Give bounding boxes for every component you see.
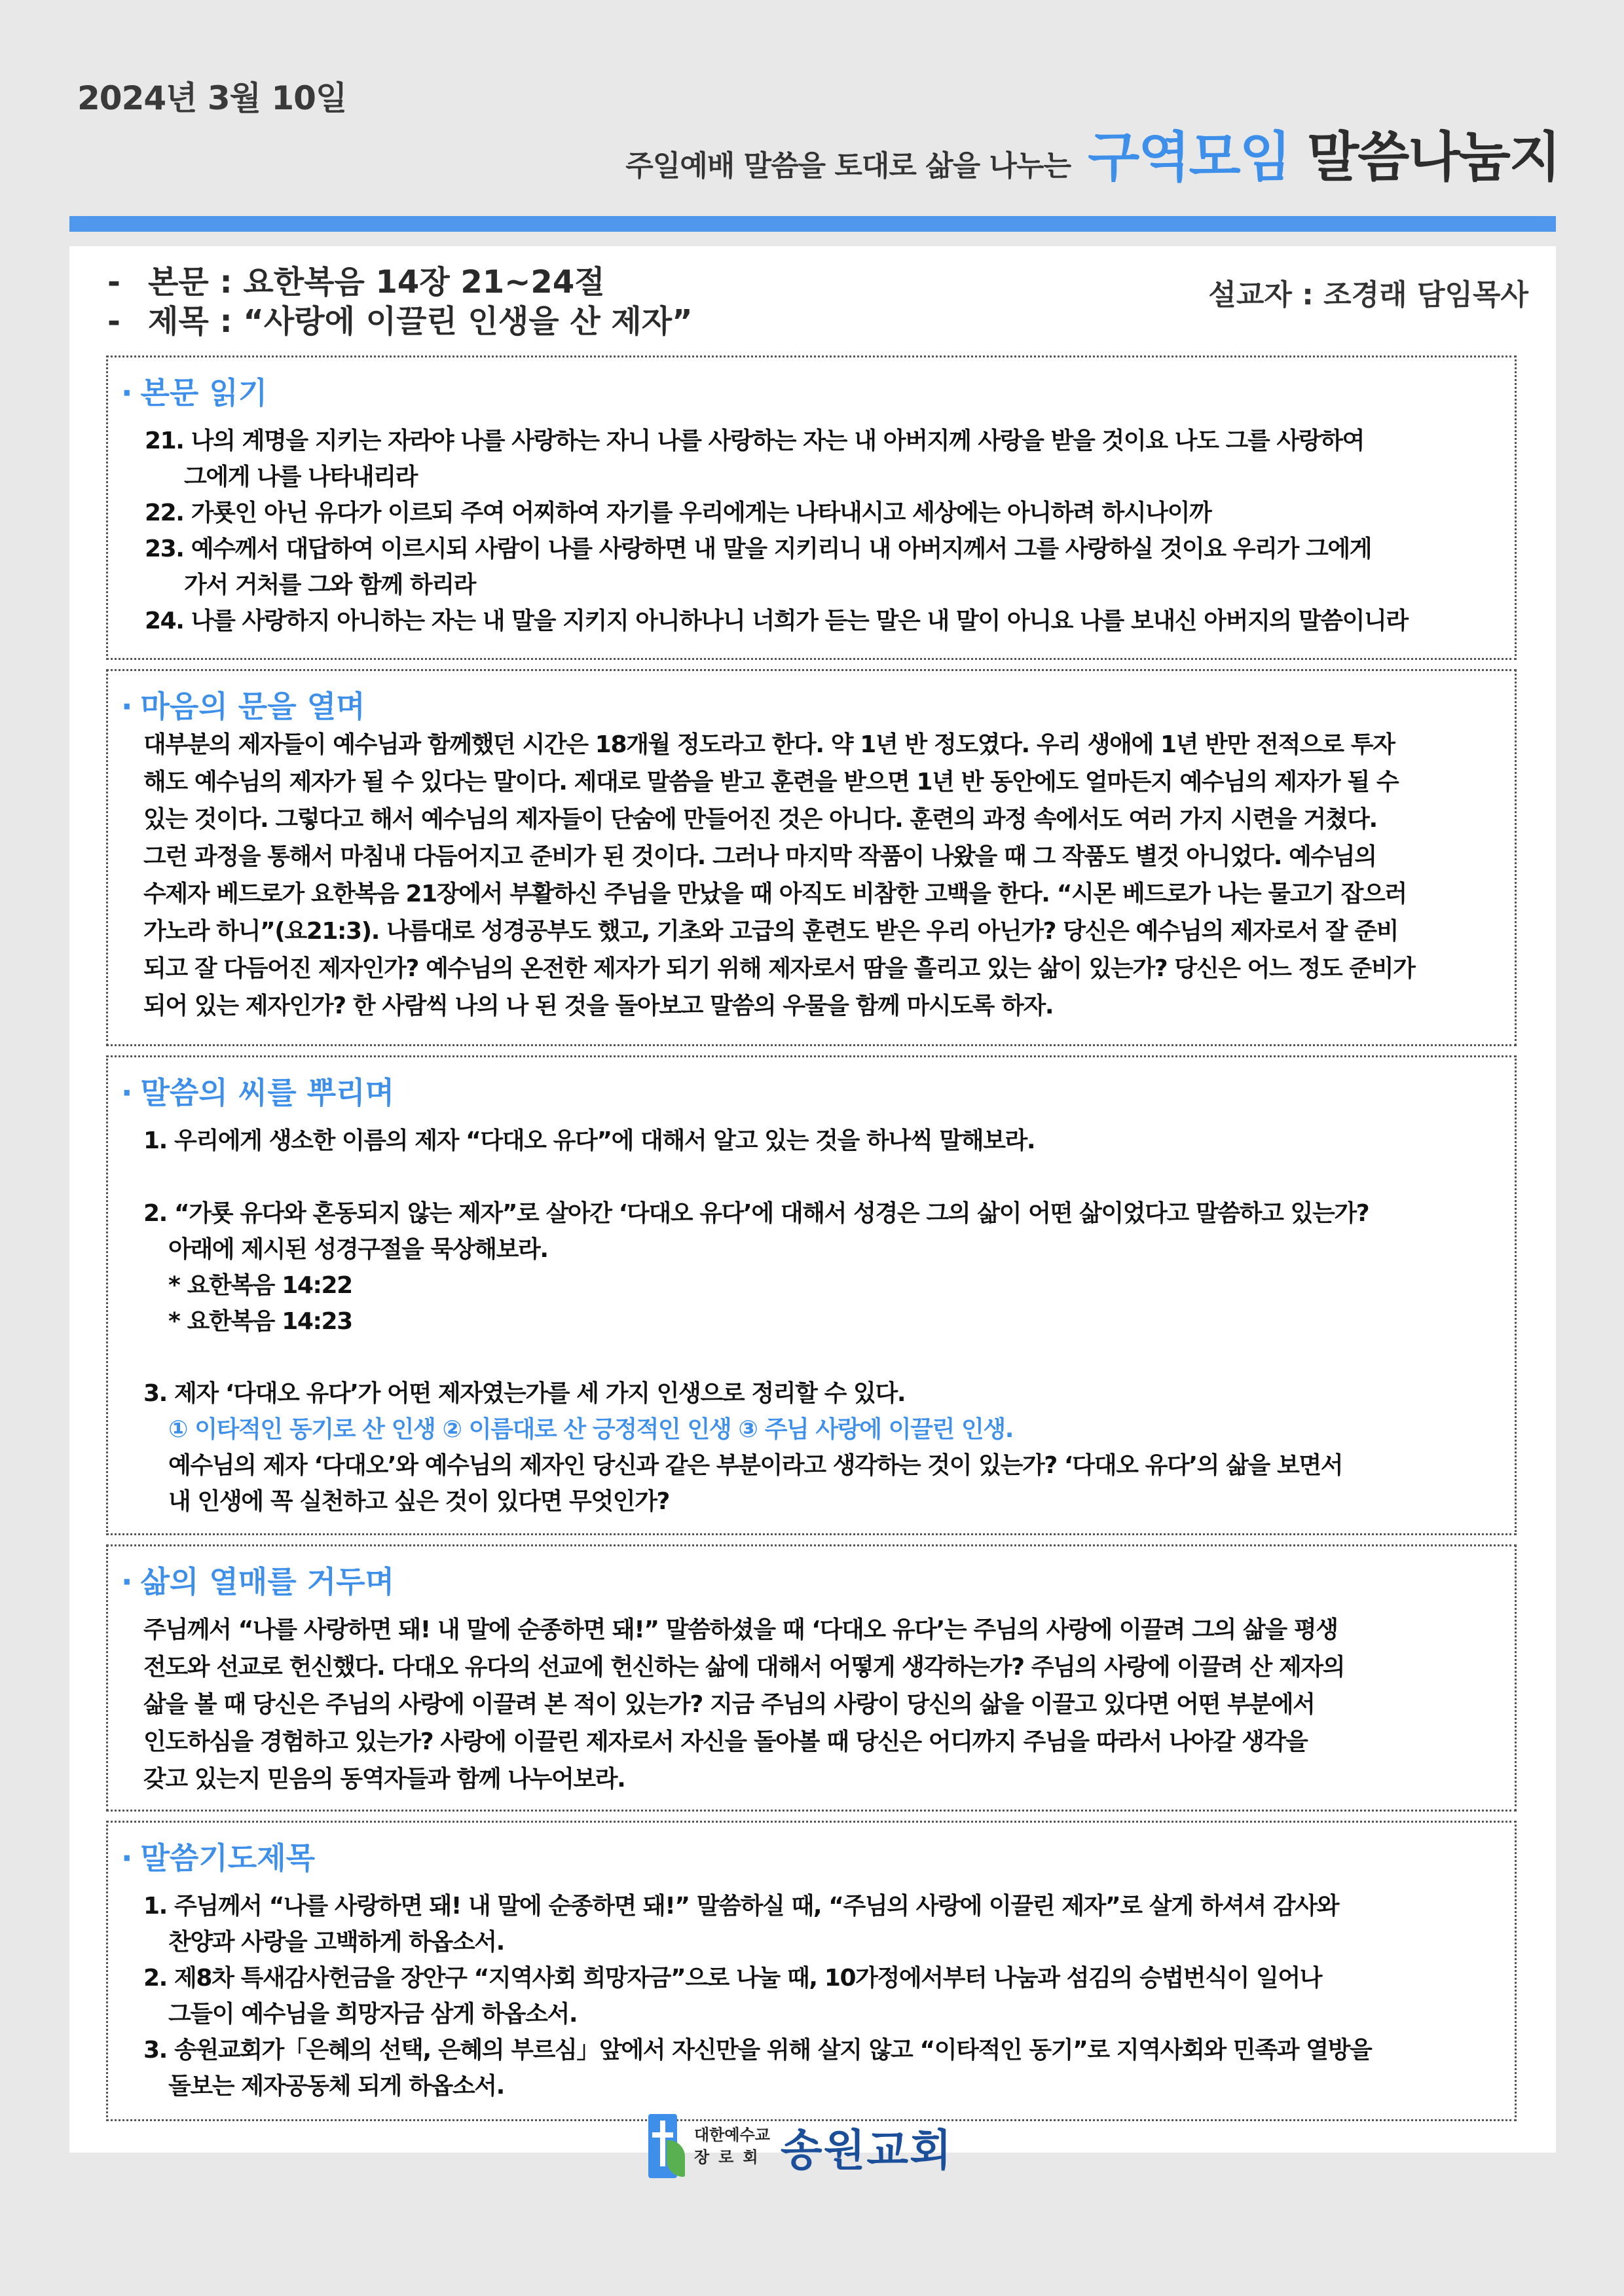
verse-line: 24. 나를 사랑하지 아니하는 자는 내 말을 지키지 아니하나니 너희가 듣는 말은 내 말이 아니요 나를 보내신 아버지의 말씀이니라 <box>145 608 1408 634</box>
section-prayer-topics <box>106 1821 1517 2121</box>
question-1: 1. 우리에게 생소한 이름의 제자 “다대오 유다”에 대해서 알고 있는 것을 하나씩 말해보라. <box>143 1127 1035 1154</box>
paragraph-line: 수제자 베드로가 요한복음 21장에서 부활하신 주님을 만났을 때 아직도 비참한 고백을 한다. “시몬 베드로가 나는 물고기 잡으러 <box>143 881 1407 907</box>
denomination-label <box>694 2124 770 2168</box>
question-3-continued: 예수님의 제자 ‘다대오’와 예수님의 제자인 당신과 같은 부분이라고 생각하는 것이 있는가? ‘다대오 유다’의 삶을 보면서 <box>168 1452 1343 1479</box>
prayer-item-continued: 찬양과 사랑을 고백하게 하옵소서. <box>168 1929 504 1956</box>
header-subtitle: 주일예배 말씀을 토대로 삶을 나누는 <box>625 149 1071 183</box>
content-sheet <box>69 246 1556 2153</box>
bullet-dot: · <box>121 1840 133 1876</box>
question-3: 3. 제자 ‘다대오 유다’가 어떤 제자였는가를 세 가지 인생으로 정리할 수 있다. <box>143 1380 906 1407</box>
section-sowing-word <box>106 1055 1517 1535</box>
paragraph-line: 주님께서 “나를 사랑하면 돼! 내 말에 순종하면 돼!” 말씀하셨을 때 ‘다대오 유다’는 주님의 사랑에 이끌려 그의 삶을 평생 <box>143 1616 1338 1643</box>
header-divider <box>69 216 1556 232</box>
section-title <box>121 1069 394 1112</box>
paragraph-line: 되고 잘 다듬어진 제자인가? 예수님의 온전한 제자가 되기 위해 제자로서 땀을 흘리고 있는 삶이 있는가? 당신은 어느 정도 준비가 <box>143 955 1415 982</box>
prayer-item-continued: 돌보는 제자공동체 되게 하옵소서. <box>168 2073 504 2100</box>
three-lives-highlight: ① 이타적인 동기로 산 인생 ② 이름대로 산 긍정적인 인생 ③ 주님 사랑에 이끌린 인생. <box>168 1416 1014 1443</box>
verse-line: 가서 거처를 그와 함께 하리라 <box>184 572 476 598</box>
paragraph-line: 갖고 있는지 믿음의 동역자들과 함께 나누어보라. <box>143 1766 625 1793</box>
dash-bullet: - <box>107 303 120 340</box>
paragraph-line: 되어 있는 제자인가? 한 사람씩 나의 나 된 것을 돌아보고 말씀의 우물을 함께 마시도록 하자. <box>143 993 1054 1019</box>
verse-line: 21. 나의 계명을 지키는 자라야 나를 사랑하는 자니 나를 사랑하는 자는 내 아버지께 사랑을 받을 것이요 나도 그를 사랑하여 <box>145 428 1365 454</box>
bullet-dot: · <box>121 375 133 410</box>
verse-line: 23. 예수께서 대답하여 이르시되 사람이 나를 사랑하면 내 말을 지키리니 내 아버지께서 그를 사랑하실 것이요 우리가 그에게 <box>145 536 1372 562</box>
scripture-ref: 본문 : 요한복음 14장 21~24절 <box>148 264 605 301</box>
section-title-text: 삶의 열매를 거두며 <box>140 1564 395 1599</box>
header-title-accent: 구역모임 <box>1088 126 1290 189</box>
sermon-title: 제목 : “사랑에 이끌린 인생을 산 제자” <box>148 303 693 340</box>
header-title-main: 말씀나눔지 <box>1306 126 1560 189</box>
denomination-line-2: 장로회 <box>694 2148 767 2166</box>
bullet-dot: · <box>121 1075 133 1110</box>
verse-line: 그에게 나를 나타내리라 <box>184 464 418 490</box>
verse-line: 22. 가룟인 아닌 유다가 이르되 주여 어찌하여 자기를 우리에게는 나타내시고 세상에는 아니하려 하시나이까 <box>145 500 1211 526</box>
section-title-text: 본문 읽기 <box>140 375 268 410</box>
section-harvest-fruit <box>106 1544 1517 1812</box>
document-header <box>625 115 1560 191</box>
section-title-text: 말씀기도제목 <box>140 1840 316 1876</box>
question-3-continued: 내 인생에 꼭 실천하고 싶은 것이 있다면 무엇인가? <box>168 1488 669 1515</box>
paragraph-line: 가노라 하니”(요21:3). 나름대로 성경공부도 했고, 기초와 고급의 훈련도 받은 우리 아닌가? 당신은 예수님의 제자로서 잘 준비 <box>143 918 1399 945</box>
church-name: 송원교회 <box>780 2124 953 2176</box>
paragraph-line: 삶을 볼 때 당신은 주님의 사랑에 이끌려 본 적이 있는가? 지금 주님의 사랑이 당신의 삶을 이끌고 있다면 어떤 부분에서 <box>143 1691 1315 1718</box>
paragraph-line: 대부분의 제자들이 예수님과 함께했던 시간은 18개월 정도라고 한다. 약 1년 반 정도였다. 우리 생애에 1년 반만 전적으로 투자 <box>143 731 1395 758</box>
paragraph-line: 해도 예수님의 제자가 될 수 있다는 말이다. 제대로 말씀을 받고 훈련을 받으면 1년 반 동안에도 얼마든지 예수님의 제자가 될 수 <box>143 769 1399 795</box>
section-title-text: 말씀의 씨를 뿌리며 <box>140 1075 395 1110</box>
section-title <box>121 1558 394 1601</box>
bullet-dot: · <box>121 1564 133 1599</box>
question-2: 2. “가룟 유다와 혼동되지 않는 제자”로 살아간 ‘다대오 유다’에 대해서 성경은 그의 삶이 어떤 삶이었다고 말씀하고 있는가? <box>143 1200 1369 1227</box>
bible-reference: * 요한복음 14:22 <box>168 1272 352 1299</box>
paragraph-line: 그런 과정을 통해서 마침내 다듬어지고 준비가 된 것이다. 그러나 마지막 작품이 나왔을 때 그 작품도 별것 아니었다. 예수님의 <box>143 843 1376 870</box>
section-title <box>121 369 267 412</box>
prayer-item-continued: 그들이 예수님을 희망자금 삼게 하옵소서. <box>168 2001 578 2028</box>
section-title <box>121 1834 315 1878</box>
preacher: 설교자 : 조경래 담임목사 <box>1208 278 1528 312</box>
prayer-item: 1. 주님께서 “나를 사랑하면 돼! 내 말에 순종하면 돼!” 말씀하실 때, “주님의 사랑에 이끌린 제자”로 살게 하셔셔 감사와 <box>143 1893 1339 1920</box>
question-2-continued: 아래에 제시된 성경구절을 묵상해보라. <box>168 1236 548 1263</box>
prayer-item: 3. 송원교회가「은혜의 선택, 은혜의 부르심」앞에서 자신만을 위해 살지 않고 “이타적인 동기”로 지역사회와 민족과 열방을 <box>143 2037 1372 2064</box>
prayer-item: 2. 제8차 특새감사헌금을 장안구 “지역사회 희망자금”으로 나눌 때, 10가정에서부터 나눔과 섬김의 승법번식이 일어나 <box>143 1965 1322 1992</box>
sermon-title-line <box>107 296 693 341</box>
paragraph-line: 있는 것이다. 그렇다고 해서 예수님의 제자들이 단숨에 만들어진 것은 아니다. 훈련의 과정 속에서도 여러 가지 시련을 거쳤다. <box>143 806 1377 833</box>
date: 2024년 3월 10일 <box>77 79 347 117</box>
denomination-line-1: 대한예수교 <box>694 2126 770 2144</box>
bullet-dot: · <box>121 689 133 724</box>
dash-bullet: - <box>107 264 120 301</box>
section-title <box>121 683 365 726</box>
church-logo <box>648 2113 976 2179</box>
paragraph-line: 인도하심을 경험하고 있는가? 사랑에 이끌린 제자로서 자신을 돌아볼 때 당신은 어디까지 주님을 따라서 나아갈 생각을 <box>143 1728 1308 1755</box>
scripture-line <box>107 257 605 302</box>
section-opening-heart <box>106 669 1517 1046</box>
section-title-text: 마음의 문을 열며 <box>140 689 365 724</box>
cross-leaf-icon <box>648 2114 677 2178</box>
bible-reference: * 요한복음 14:23 <box>168 1308 352 1335</box>
section-scripture-reading <box>106 355 1517 660</box>
paragraph-line: 전도와 선교로 헌신했다. 다대오 유다의 선교에 헌신하는 삶에 대해서 어떻게 생각하는가? 주님의 사랑에 이끌려 산 제자의 <box>143 1654 1345 1681</box>
